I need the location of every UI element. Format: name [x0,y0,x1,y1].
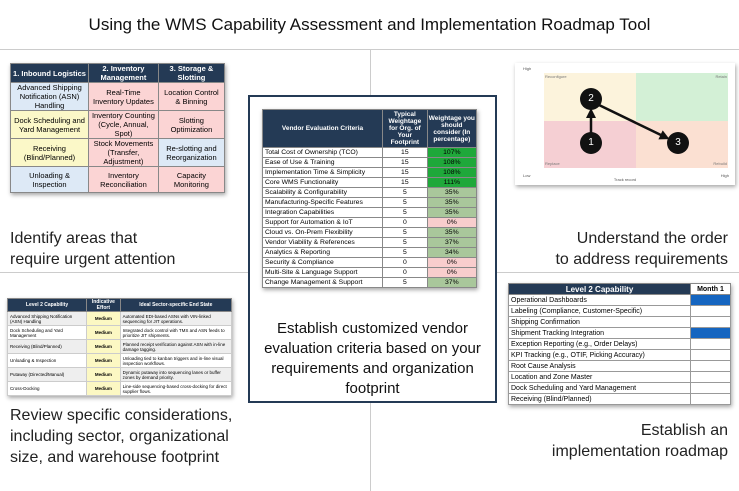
cell: Real-Time Inventory Updates [89,83,159,111]
header: Level 2 Capability [8,299,87,312]
step-node: 2 [580,88,602,110]
cell: Planned receipt verification against ASN with in-line damage tagging. [120,340,231,354]
month-cell [691,295,731,306]
cell: Re-slotting and Reorganization [158,139,224,167]
cell: 15 [383,148,428,158]
cell: Slotting Optimization [158,111,224,139]
cell: Core WMS Functionality [263,178,383,188]
quadrant-reconfigure: Reconfigure [544,73,636,121]
table-row [263,278,477,288]
cell: Root Cause Analysis [509,361,691,372]
cell: Medium [87,368,121,382]
cell: Receiving (Blind/Planned) [509,394,691,405]
cell: 35% [427,198,476,208]
table-row [263,178,477,188]
header: Indicative Effort [87,299,121,312]
cell: KPI Tracking (e.g., OTIF, Picking Accuracy) [509,350,691,361]
cell: Putaway (Directed/Manual) [8,368,87,382]
cell: 37% [427,278,476,288]
cell: 5 [383,248,428,258]
caption-line: implementation roadmap [551,443,728,460]
vendor-criteria-panel [248,95,497,403]
month-cell [691,383,731,394]
cell: Medium [87,354,121,368]
table-row [8,312,232,326]
cell: Inventory Reconciliation [89,167,159,193]
cell: Medium [87,340,121,354]
header: Typical Weightage for Org. of Your Footprint [383,110,428,148]
month-cell [691,317,731,328]
step-node: 3 [667,132,689,154]
cell: Unloading & Inspection [8,354,87,368]
table-row [509,339,731,350]
caption-line: Identify areas that [10,230,138,247]
cell: 107% [427,148,476,158]
cell: Shipment Tracking Integration [509,328,691,339]
cell: Manufacturing-Specific Features [263,198,383,208]
table-row [263,208,477,218]
caption-top-left [10,228,175,270]
caption-bottom-left: Review specific considerations, including sector, organizational size, and warehouse footprint [10,407,233,466]
cell: 5 [383,188,428,198]
cell: Vendor Viability & References [263,238,383,248]
y-high-label: High [523,66,532,71]
cell: 0 [383,258,428,268]
caption-line: Establish an [640,422,728,439]
table-row [509,306,731,317]
cell: 34% [427,248,476,258]
quadrant-replace: Replace [544,121,636,168]
table-row [8,340,232,354]
cell: Advanced Shipping Notification (ASN) Handling [8,312,87,326]
cell: Dynamic putaway into sequencing lanes or buffer zones by demand priority. [120,368,231,382]
cell: 0% [427,258,476,268]
cell: Operational Dashboards [509,295,691,306]
quadrant-rebuild: Rebuild [636,121,728,168]
page-title: Using the WMS Capability Assessment and Implementation Roadmap Tool [0,0,739,50]
cell: 108% [427,158,476,168]
caption-line: to address requirements [555,251,728,268]
month-cell [691,372,731,383]
cell: Receiving (Blind/Planned) [8,340,87,354]
table-row [8,382,232,396]
cell: Integration Capabilities [263,208,383,218]
cell: Scalability & Configurability [263,188,383,198]
cell: 0% [427,268,476,278]
cell: Multi-Site & Language Support [263,268,383,278]
month-cell [691,350,731,361]
x-axis-label: Track record [613,177,637,182]
table-row [263,198,477,208]
table-row [263,238,477,248]
table-row [263,248,477,258]
cell: Receiving (Blind/Planned) [11,139,89,167]
month-cell [691,328,731,339]
header: Vendor Evaluation Criteria [263,110,383,148]
cell: Support for Automation & IoT [263,218,383,228]
x-high-label: High [720,173,729,178]
cell: Dock Scheduling and Yard Management [8,326,87,340]
cell: Exception Reporting (e.g., Order Delays) [509,339,691,350]
table-row [8,354,232,368]
table-row [263,268,477,278]
capability-heatmap-table [10,63,225,193]
cell: Cloud vs. On-Prem Flexibility [263,228,383,238]
cell: Ease of Use & Training [263,158,383,168]
cell: Analytics & Reporting [263,248,383,258]
caption-line: require urgent attention [10,251,176,268]
cell: 0% [427,218,476,228]
header: 1. Inbound Logistics [11,64,89,83]
center-caption: Establish customized vendor evaluation criteria based on your requirements and organization footprint [264,320,481,397]
caption-top-right [555,228,728,270]
cell: Location Control & Binning [158,83,224,111]
sector-considerations-table [7,298,232,396]
cell: 5 [383,278,428,288]
cell: Medium [87,382,121,396]
header: 3. Storage & Slotting [158,64,224,83]
step-node: 1 [580,132,602,154]
arrows [515,63,735,185]
table-row [263,158,477,168]
vendor-criteria-table [262,109,477,288]
table-row [509,372,731,383]
cell: Stock Movements (Transfer, Adjustment) [89,139,159,167]
cell: Total Cost of Ownership (TCO) [263,148,383,158]
cell: Unloading tied to kanban triggers and in-line visual inspection workflows. [120,354,231,368]
cell: 111% [427,178,476,188]
cell: Cross-Docking [8,382,87,396]
table-row [263,168,477,178]
table-row [263,228,477,238]
cell: 0 [383,268,428,278]
cell: 108% [427,168,476,178]
cell: Security & Compliance [263,258,383,268]
priority-matrix-chart [515,63,735,185]
quadrant-retain: Retain [636,73,728,121]
cell: Line-side sequencing-based cross-docking for direct supplier flows. [120,382,231,396]
cell: 15 [383,158,428,168]
table-row [8,368,232,382]
table-row [509,361,731,372]
cell: Inventory Counting (Cycle, Annual, Spot) [89,111,159,139]
cell: 5 [383,198,428,208]
cell: 5 [383,208,428,218]
header: Level 2 Capability [509,284,691,295]
caption-bottom-right [552,420,728,462]
cell: Shipping Confirmation [509,317,691,328]
table-row [263,148,477,158]
header: Month 1 [691,284,731,295]
table-row [509,317,731,328]
table-row [263,258,477,268]
cell: Medium [87,326,121,340]
y-low-label: Low [523,173,531,178]
table-row [8,326,232,340]
month-cell [691,339,731,350]
cell: Change Management & Support [263,278,383,288]
table-row [263,218,477,228]
month-cell [691,394,731,405]
month-cell [691,361,731,372]
cell: 5 [383,238,428,248]
cell: 35% [427,208,476,218]
cell: Unloading & Inspection [11,167,89,193]
table-row [263,188,477,198]
cell: Location and Zone Master [509,372,691,383]
cell: Capacity Monitoring [158,167,224,193]
cell: 0 [383,218,428,228]
cell: 5 [383,228,428,238]
cell: Medium [87,312,121,326]
roadmap-table [508,283,731,405]
cell: Dock Scheduling and Yard Management [11,111,89,139]
cell: Advanced Shipping Notification (ASN) Handling [11,83,89,111]
cell: 15 [383,168,428,178]
cell: Labeling (Compliance, Customer-Specific) [509,306,691,317]
cell: 15 [383,178,428,188]
cell: 35% [427,188,476,198]
month-cell [691,306,731,317]
cell: Dock Scheduling and Yard Management [509,383,691,394]
cell: Integrated dock control with TMS and ASN feeds to prioritize JIT shipments. [120,326,231,340]
table-row [509,383,731,394]
header: 2. Inventory Management [89,64,159,83]
table-row [509,295,731,306]
header: Ideal Sector-specific End State [120,299,231,312]
cell: Automated EDI-based ASNs with VIN-linked sequencing for JIT operations. [120,312,231,326]
cell: 35% [427,228,476,238]
caption-line: Understand the order [576,230,728,247]
cell: Implementation Time & Simplicity [263,168,383,178]
table-row [509,394,731,405]
cell: 37% [427,238,476,248]
header: Weightage you should consider (In percentage) [427,110,476,148]
table-row [509,350,731,361]
table-row [509,328,731,339]
